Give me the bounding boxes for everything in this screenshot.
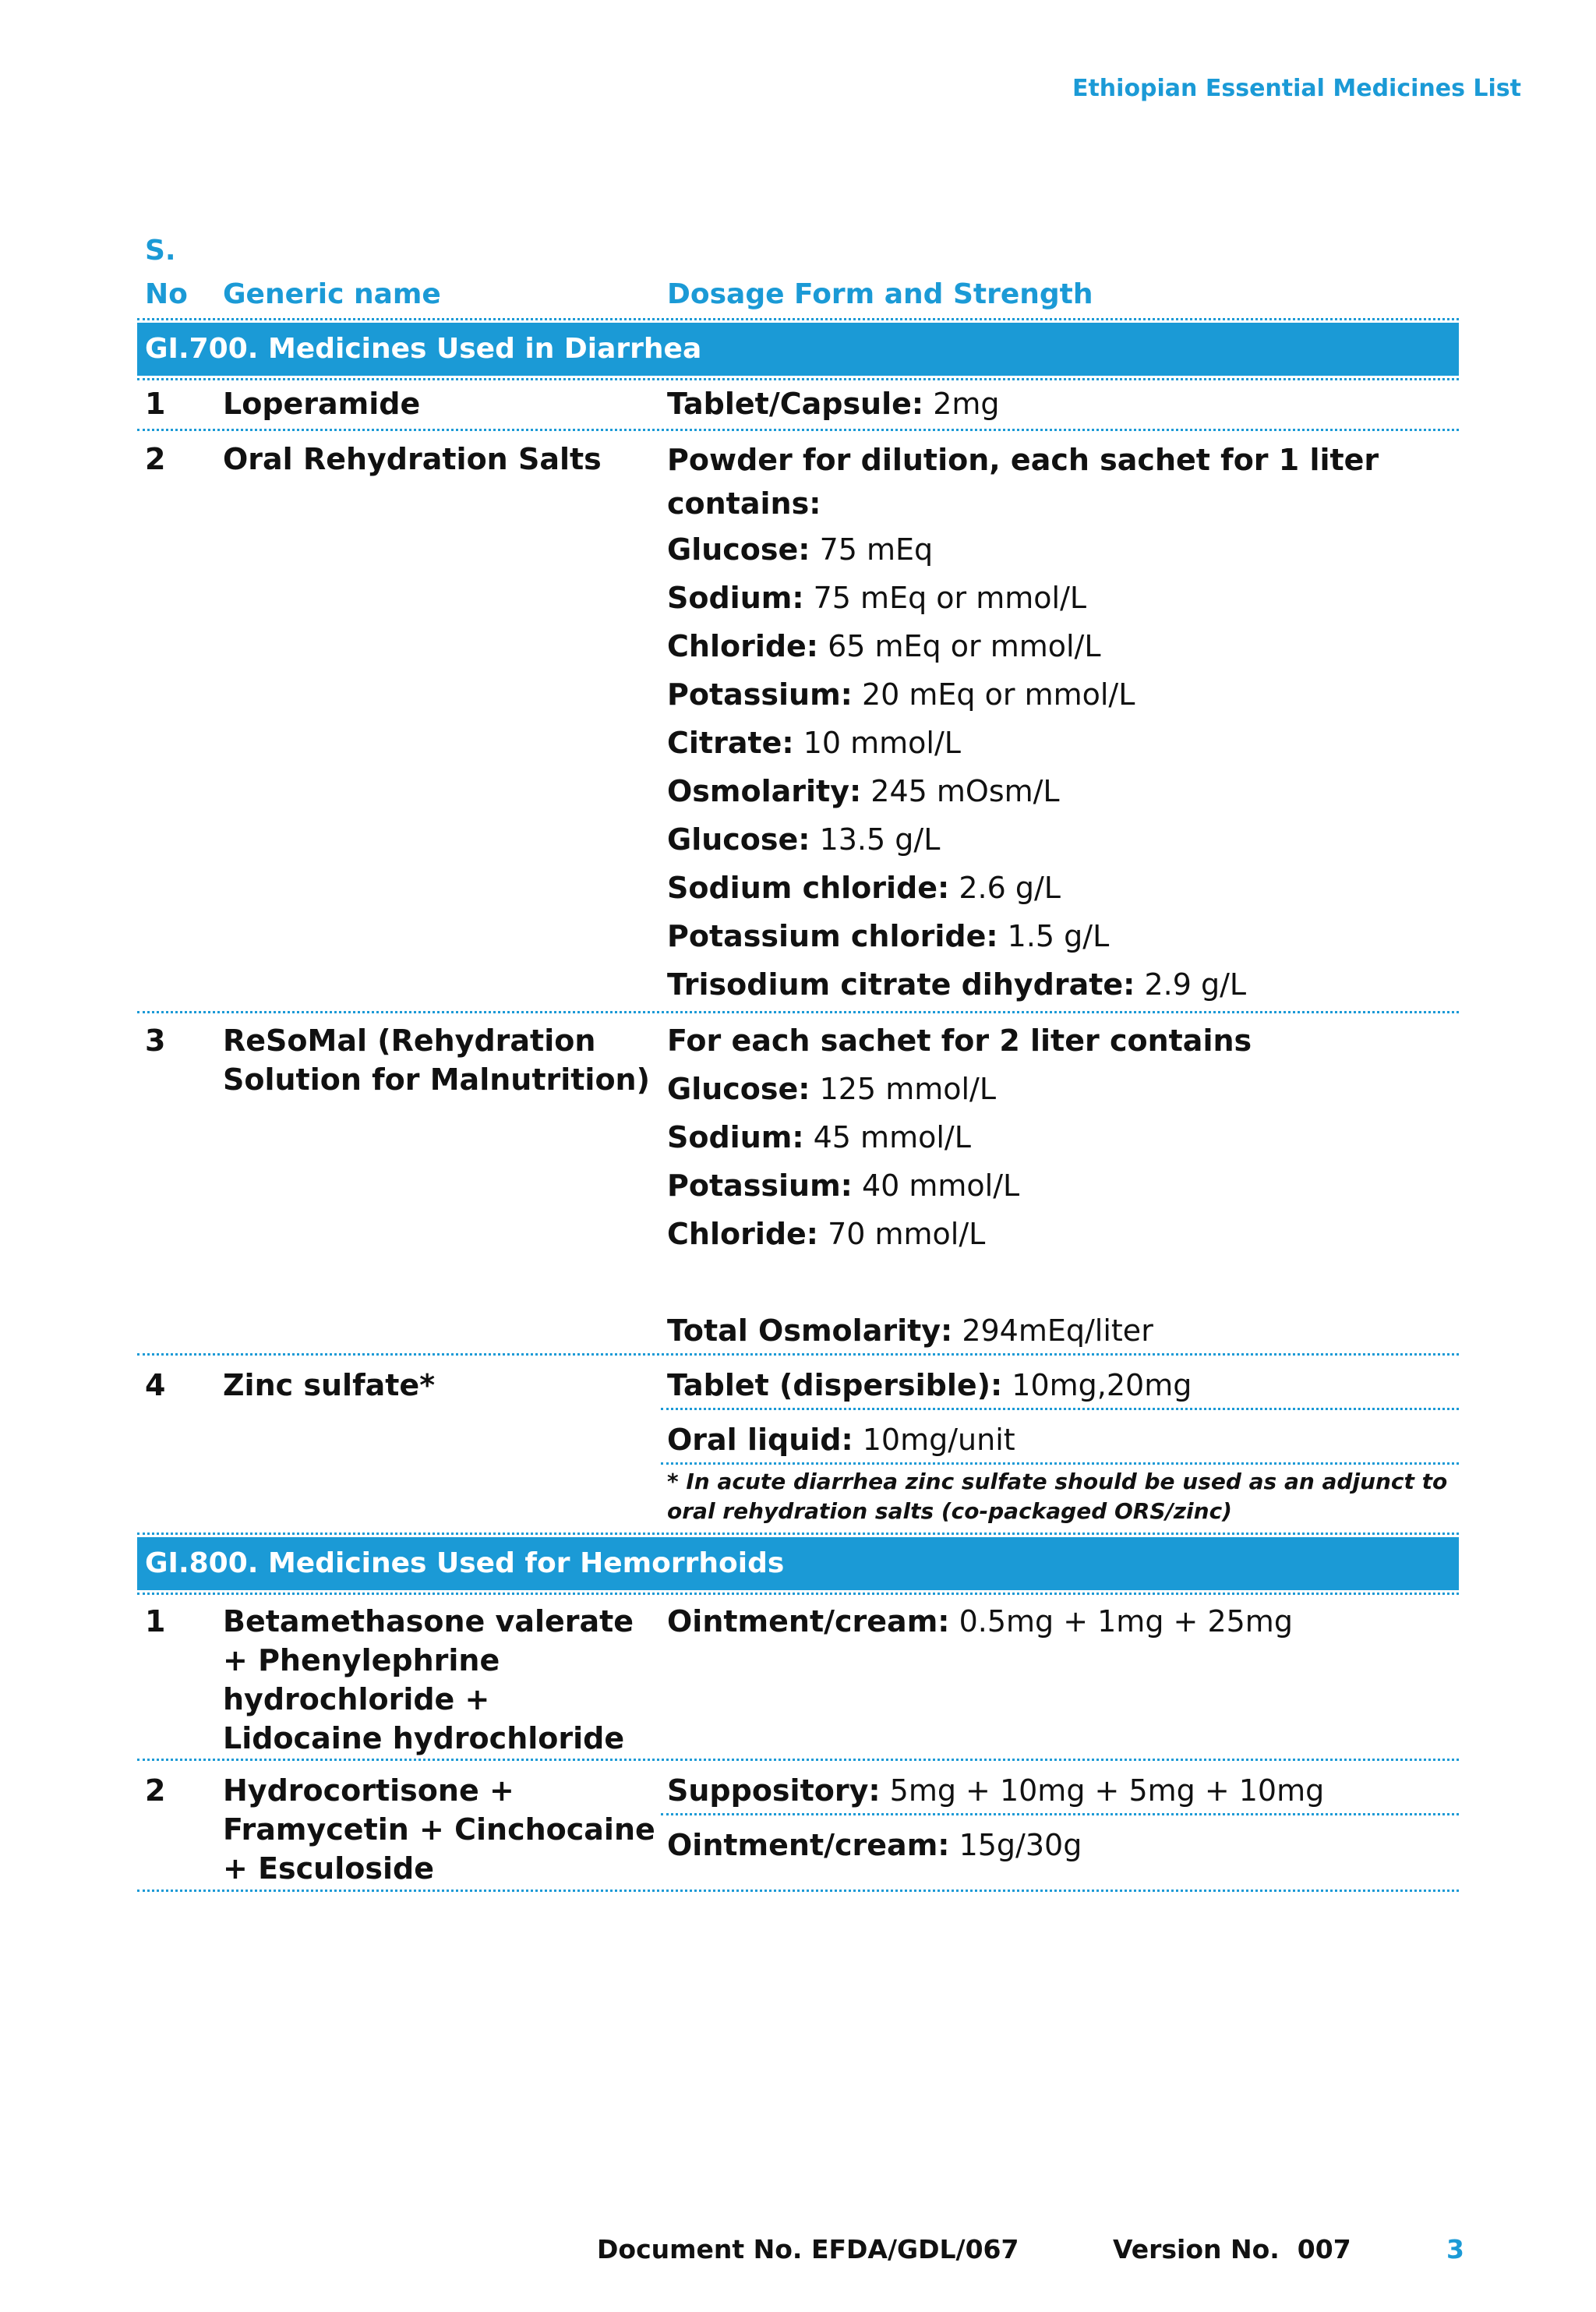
- dosage-key: Potassium chloride:: [667, 919, 998, 953]
- generic-name: Betamethasone valerate + Phenylephrine hydrochloride + Lidocaine hydrochloride: [223, 1604, 634, 1755]
- dosage-key: Sodium:: [667, 1120, 804, 1154]
- dosage-line: [667, 1416, 1454, 1464]
- dosage-value: 45 mmol/L: [803, 1120, 971, 1154]
- dosage-line: [667, 670, 1454, 719]
- dosage-key: Potassium:: [667, 1168, 853, 1203]
- dosage-key: Trisodium citrate dihydrate:: [667, 967, 1135, 1002]
- dosage-value: 10mg,20mg: [1002, 1368, 1192, 1402]
- dosage-cell: [667, 1016, 1454, 1355]
- row-number: 2: [145, 442, 166, 476]
- dosage-cell: [667, 1361, 1454, 1409]
- section-band-hemorrhoids: GI.800. Medicines Used for Hemorrhoids: [137, 1537, 1459, 1590]
- dosage-cell: [667, 1416, 1454, 1464]
- dosage-line: [667, 380, 1454, 428]
- dosage-line: [667, 1766, 1454, 1815]
- dosage-key: Osmolarity:: [667, 774, 862, 808]
- dosage-total: [667, 1306, 1454, 1355]
- section-band-diarrhea: GI.700. Medicines Used in Diarrhea: [137, 323, 1459, 376]
- footer-version: Version No. 007: [1113, 2234, 1351, 2264]
- generic-name: Hydrocortisone + Framycetin + Cinchocaine + Esculoside: [223, 1773, 655, 1886]
- dosage-key: Sodium:: [667, 581, 804, 615]
- dosage-value: 65 mEq or mmol/L: [818, 629, 1101, 663]
- dosage-value: 5mg + 10mg + 5mg + 10mg: [880, 1773, 1325, 1808]
- dosage-line: [667, 574, 1454, 622]
- dosage-value: 10mg/unit: [853, 1423, 1015, 1457]
- dosage-value: 294mEq/liter: [952, 1313, 1153, 1348]
- generic-name: Oral Rehydration Salts: [223, 442, 602, 476]
- row-number: 1: [145, 1604, 166, 1639]
- dosage-line: [667, 1210, 1454, 1258]
- dosage-value: 2mg: [923, 387, 1000, 421]
- dosage-value: 75 mEq or mmol/L: [803, 581, 1087, 615]
- row-divider: [137, 1011, 1459, 1013]
- row-divider: [137, 429, 1459, 431]
- column-header-dosage: Dosage Form and Strength: [667, 278, 1093, 310]
- generic-name: Loperamide: [223, 387, 421, 421]
- dosage-cell: [667, 380, 1454, 428]
- dosage-key: Sodium chloride:: [667, 871, 950, 905]
- row-divider: [661, 1408, 1459, 1410]
- dosage-value: 245 mOsm/L: [861, 774, 1060, 808]
- dosage-value: 10 mmol/L: [793, 726, 961, 760]
- dosage-key: Tablet/Capsule:: [667, 387, 924, 421]
- dosage-value: 1.5 g/L: [998, 919, 1110, 953]
- dosage-line: [667, 767, 1454, 815]
- dosage-key: Potassium:: [667, 677, 853, 712]
- dosage-key: Suppository:: [667, 1773, 881, 1808]
- footnote-zinc: * In acute diarrhea zinc sulfate should be used as an adjunct to oral rehydration salts (co-packaged ORS/zinc): [667, 1469, 1448, 1524]
- spacer: [667, 1258, 1454, 1306]
- dosage-key: Tablet (dispersible):: [667, 1368, 1003, 1402]
- dosage-intro: Powder for dilution, each sachet for 1 liter contains:: [667, 443, 1379, 521]
- dosage-cell: [667, 1766, 1454, 1815]
- dosage-key: Chloride:: [667, 629, 819, 663]
- dosage-line: [667, 1821, 1454, 1869]
- dosage-value: 40 mmol/L: [852, 1168, 1020, 1203]
- dosage-value: 15g/30g: [949, 1828, 1082, 1862]
- dosage-key: Total Osmolarity:: [667, 1313, 953, 1348]
- row-divider: [661, 1813, 1459, 1815]
- dosage-line: [667, 1597, 1454, 1646]
- dosage-line: [667, 1113, 1454, 1161]
- dosage-line: [667, 622, 1454, 670]
- generic-name: Zinc sulfate*: [223, 1368, 436, 1402]
- dosage-value: 70 mmol/L: [818, 1217, 986, 1251]
- dosage-key: Citrate:: [667, 726, 794, 760]
- page-number: 3: [1446, 2234, 1464, 2264]
- dosage-line: [667, 1065, 1454, 1113]
- row-number: 2: [145, 1773, 166, 1808]
- dosage-key: Chloride:: [667, 1217, 819, 1251]
- row-number: 1: [145, 387, 166, 421]
- dosage-value: 75 mEq: [810, 532, 934, 567]
- dosage-line: [667, 960, 1454, 1009]
- dosage-value: 2.6 g/L: [949, 871, 1061, 905]
- dosage-line: [667, 912, 1454, 960]
- row-number: 4: [145, 1368, 166, 1402]
- dosage-line: [667, 1361, 1454, 1409]
- row-number: 3: [145, 1023, 166, 1058]
- footer-document-number: Document No. EFDA/GDL/067: [597, 2234, 1019, 2264]
- dosage-value: 125 mmol/L: [810, 1072, 997, 1106]
- dosage-line: [667, 719, 1454, 767]
- row-divider: [137, 1353, 1459, 1356]
- dosage-key: Glucose:: [667, 822, 810, 857]
- row-divider: [661, 1462, 1459, 1465]
- dosage-line: [667, 815, 1454, 864]
- dosage-cell: [667, 1821, 1454, 1869]
- dosage-line: [667, 1161, 1454, 1210]
- dosage-key: Ointment/cream:: [667, 1828, 950, 1862]
- generic-name: ReSoMal (Rehydration Solution for Malnutrition): [223, 1023, 650, 1097]
- dosage-line: [667, 525, 1454, 574]
- dosage-key: Oral liquid:: [667, 1423, 853, 1457]
- document-header-title: Ethiopian Essential Medicines List: [1072, 75, 1521, 102]
- dosage-value: 2.9 g/L: [1135, 967, 1247, 1002]
- dosage-key: Ointment/cream:: [667, 1604, 950, 1639]
- column-header-sno: S. No: [145, 235, 188, 310]
- row-divider: [137, 1890, 1459, 1892]
- dosage-value: 0.5mg + 1mg + 25mg: [949, 1604, 1293, 1639]
- dosage-value: 20 mEq or mmol/L: [852, 677, 1135, 712]
- dosage-key: Glucose:: [667, 1072, 810, 1106]
- dosage-line: [667, 864, 1454, 912]
- column-header-generic-name: Generic name: [223, 278, 441, 310]
- row-divider: [137, 1759, 1459, 1761]
- dosage-intro: For each sachet for 2 liter contains: [667, 1023, 1252, 1058]
- dosage-value: 13.5 g/L: [810, 822, 941, 857]
- dosage-cell: [667, 1597, 1454, 1646]
- dosage-key: Glucose:: [667, 532, 810, 567]
- dosage-cell: [667, 438, 1454, 1009]
